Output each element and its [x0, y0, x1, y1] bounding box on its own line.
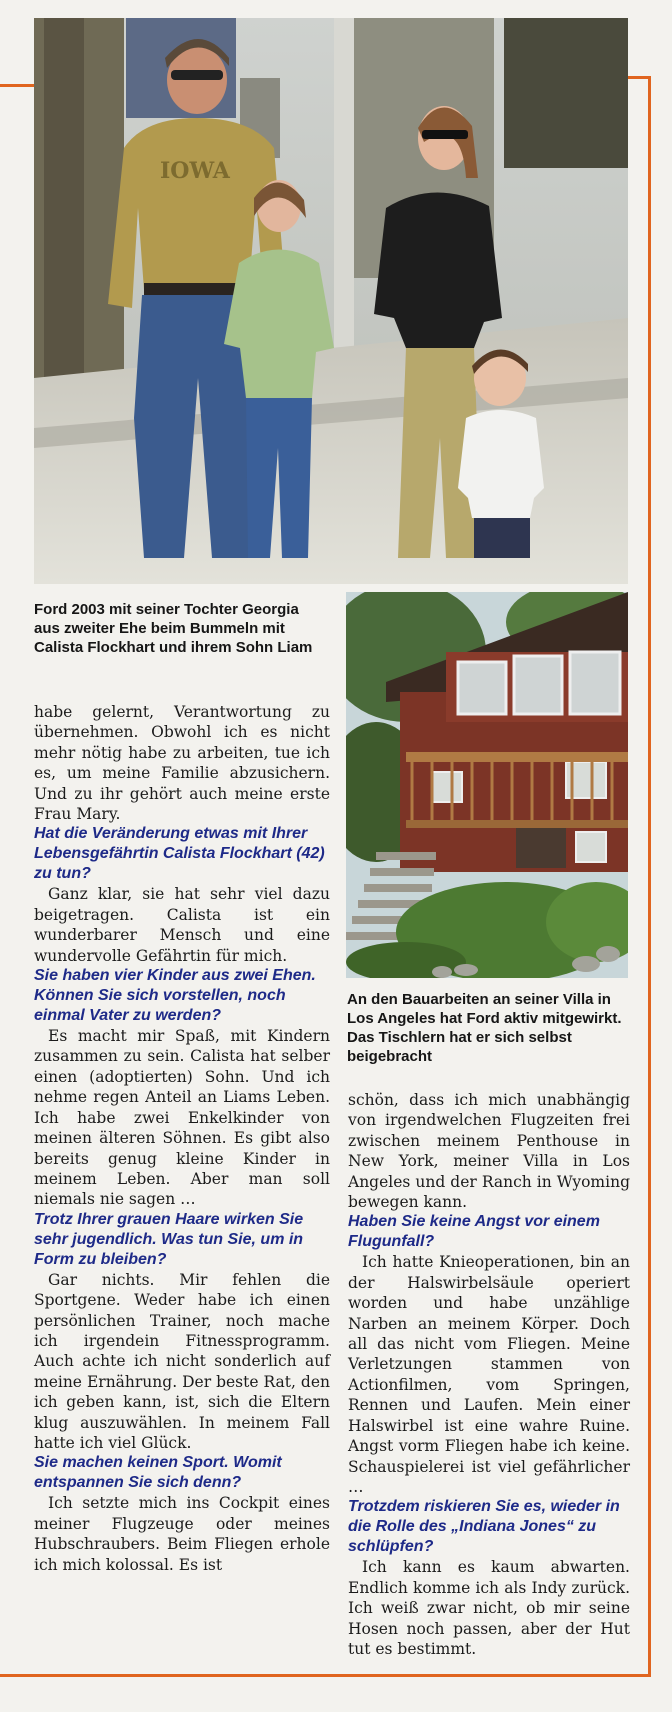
article-right-column [348, 1090, 630, 1659]
family-walking-photo [34, 18, 628, 584]
interview-answer: Ich hatte Knieoperationen, bin an der Halswirbelsäule operiert worden und habe unzählige Narben an meinem Körper. Doch all das nicht vom Fliegen. Meine Verletzungen stammen von Actionfilmen, vom Springen, Rennen und Laufen. Mein einer Halswirbel ist eine wahre Ruine. Angst vorm Fliegen habe ich keine. Schauspielerei ist viel gefährlicher … [348, 1253, 630, 1496]
interview-question: Haben Sie keine Angst vor einem Flugunfall? [348, 1213, 600, 1251]
article-paragraph: habe gelernt, Verantwortung zu übernehmen. Obwohl ich es nicht mehr nötig habe zu arbeiten, tue ich es, um meine Familie abzusichern. Und zu ihr gehört auch meine erste Frau Mary. [34, 703, 330, 824]
interview-answer: Gar nichts. Mir fehlen die Sportgene. Weder habe ich einen persönlichen Trainer, noch mache ich irgendein Fitnessprogramm. Auch achte ich nicht sonderlich auf meine Ernährung. Der beste Rat, den ich geben kann, ist, sich die Eltern klug auszuwählen. In meinem Fall hatte ich viel Glück. [34, 1270, 330, 1452]
interview-question: Sie machen keinen Sport. Womit entspannen Sie sich denn? [34, 1454, 282, 1492]
interview-question: Trotzdem riskieren Sie es, wieder in die Rolle des „Indiana Jones“ zu schlüpfen? [348, 1498, 620, 1556]
family-photo-caption: Ford 2003 mit seiner Tochter Georgia aus zweiter Ehe beim Bummeln mit Calista Flockhart und ihrem Sohn Liam [34, 601, 313, 656]
interview-question: Sie haben vier Kinder aus zwei Ehen. Können Sie sich vorstellen, noch einmal Vater zu werden? [34, 967, 316, 1025]
frame-line-top-right [626, 76, 650, 79]
article-left-column [34, 702, 330, 1575]
frame-line-bottom [0, 1674, 651, 1677]
frame-line-top-left [0, 84, 34, 87]
villa-photo [346, 592, 628, 978]
villa-photo-caption: An den Bauarbeiten an seiner Villa in Los Angeles hat Ford aktiv mitgewirkt. Das Tischlern hat er sich selbst beigebracht [347, 991, 622, 1065]
frame-line-right [648, 76, 651, 1676]
iowa-shirt-text: IOWA [160, 158, 230, 184]
interview-answer: Ganz klar, sie hat sehr viel dazu beigetragen. Calista ist ein wunderbarer Mensch und eine wundervolle Gefährtin für mich. [34, 885, 330, 965]
interview-question: Hat die Veränderung etwas mit Ihrer Lebensgefährtin Calista Flockhart (42) zu tun? [34, 825, 325, 883]
interview-answer: Ich setzte mich ins Cockpit eines meiner Flugzeuge oder meines Hubschraubers. Beim Fliegen erhole ich mich kolossal. Es ist [34, 1494, 330, 1574]
interview-answer: Es macht mir Spaß, mit Kindern zusammen zu sein. Calista hat selber einen (adoptierten) Sohn. Und ich nehme regen Anteil an Liams Leben. Ich habe zwei Enkelkinder von meinen älteren Söhnen. Es gibt also bereits genug kleine Kinder in meinem Leben. Aber man soll niemals nie sagen … [34, 1027, 330, 1209]
interview-answer: Ich kann es kaum abwarten. Endlich komme ich als Indy zurück. Ich weiß zwar nicht, ob mir seine Hosen noch passen, aber der Hut tut es bestimmt. [348, 1558, 630, 1658]
interview-question: Trotz Ihrer grauen Haare wirken Sie sehr jugendlich. Was tun Sie, um in Form zu bleiben? [34, 1210, 304, 1268]
article-paragraph: schön, dass ich mich unabhängig von irgendwelchen Flugzeiten frei zwischen meinem Penthouse in New York, meiner Villa in Los Angeles und der Ranch in Wyoming bewegen kann. [348, 1091, 630, 1212]
